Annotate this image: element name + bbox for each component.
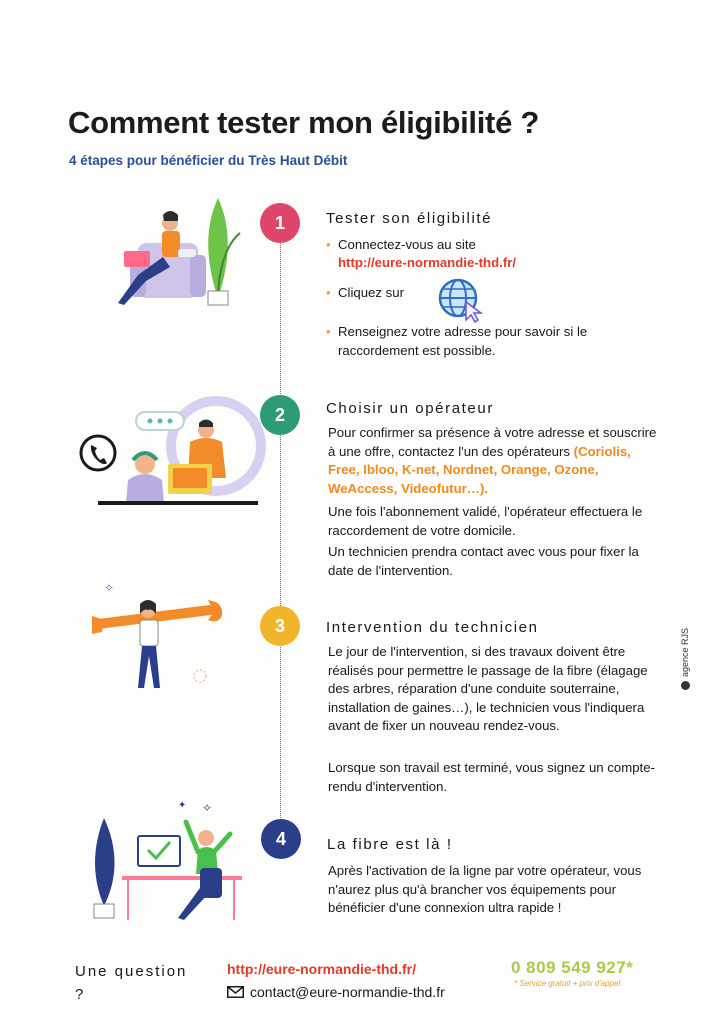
step-1-bullet-3-text: Renseignez votre adresse pour savoir si le raccordement est possible. xyxy=(338,324,588,358)
agency-text: agence RJS xyxy=(680,627,690,677)
step-1-url-wrap xyxy=(338,254,668,273)
svg-text:✦: ✦ xyxy=(178,800,187,811)
step-2-paragraph-1-text: Pour confirmer sa présence à votre adresse et souscrire à une offre, contactez l'un des opérateurs xyxy=(328,425,657,459)
step-1-badge: 1 xyxy=(260,203,300,243)
step-1-bullet-1-text: Connectez-vous au site xyxy=(338,237,476,252)
illustration-step-2 xyxy=(78,398,268,513)
illustration-step-3 xyxy=(90,580,230,690)
illustration-step-1 xyxy=(108,193,248,308)
step-1-bullet-2: • Cliquez sur xyxy=(326,285,404,300)
svg-text:✧: ✧ xyxy=(104,581,115,595)
footer-question: Une question ? xyxy=(75,963,188,1003)
svg-text:✧: ✧ xyxy=(202,801,213,815)
step-1-bullet-1: • Connectez-vous au site xyxy=(326,237,476,252)
step-4-badge: 4 xyxy=(261,819,301,859)
page-subtitle: 4 étapes pour bénéficier du Très Haut Débit xyxy=(69,153,348,168)
agency-logo-icon xyxy=(681,681,690,690)
agency-credit xyxy=(680,628,690,690)
step-2-paragraph-3: Un technicien prendra contact avec vous pour fixer la date de l'intervention. xyxy=(328,544,639,578)
step-4-title: La fibre est là ! xyxy=(327,836,453,853)
footer-email-text[interactable]: contact@eure-normandie-thd.fr xyxy=(250,984,445,1000)
footer-phone-note: * Service gratuit + prix d'appel xyxy=(514,979,621,988)
step-2-title: Choisir un opérateur xyxy=(326,400,494,417)
globe-cursor-icon[interactable] xyxy=(436,276,488,322)
step-3-paragraph-1: Le jour de l'intervention, si des travaux doivent être réalisés pour permettre le passage de la fibre (élagage des arbres, réparation d'une conduite souterraine, installation de gaines…), le technicien vous l'indiquera avant de fixer un nouveau rendez-vous. xyxy=(328,644,648,733)
mail-icon xyxy=(227,986,244,998)
footer-phone[interactable]: 0 809 549 927* xyxy=(511,958,634,977)
step-3-badge: 3 xyxy=(260,606,300,646)
step-2-paragraph-2: Une fois l'abonnement validé, l'opérateur effectuera le raccordement de votre domicile. xyxy=(328,504,643,538)
step-1-bullet-3: • Renseignez votre adresse pour savoir si le raccordement est possible. xyxy=(326,324,588,358)
timeline-line xyxy=(280,228,281,838)
footer-email[interactable] xyxy=(227,984,445,1000)
step-1-bullet-2-text: Cliquez sur xyxy=(338,285,404,300)
step-2-badge: 2 xyxy=(260,395,300,435)
step-3-title: Intervention du technicien xyxy=(326,619,539,636)
operators-list: (Coriolis, Free, Ibloo, K-net, Nordnet, Orange, Ozone, WeAccess, Videofutur…). xyxy=(328,443,631,496)
step-1-title: Tester son éligibilité xyxy=(326,210,493,227)
step-4-paragraph-1: Après l'activation de la ligne par votre opérateur, vous n'aurez plus qu'à brancher vos équipements pour bénéficier d'une connexion ultra rapide ! xyxy=(328,863,642,915)
step-1-url-link[interactable]: http://eure-normandie-thd.fr/ xyxy=(338,255,517,270)
step-3-paragraph-2: Lorsque son travail est terminé, vous signez un compte-rendu d'intervention. xyxy=(328,760,655,794)
illustration-step-4 xyxy=(82,798,252,923)
step-2-paragraph-1 xyxy=(328,424,658,498)
page-title: Comment tester mon éligibilité ? xyxy=(68,105,539,140)
footer-url-link[interactable]: http://eure-normandie-thd.fr/ xyxy=(227,961,416,977)
